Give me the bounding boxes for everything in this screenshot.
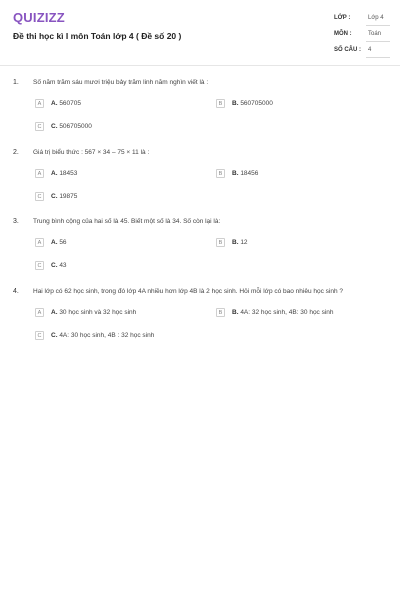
option-letter-box: B [216, 308, 225, 317]
meta-underline [366, 41, 390, 42]
question-number: 3. [13, 218, 19, 225]
question-1 [13, 79, 388, 139]
meta-value: Toán [368, 31, 382, 37]
option-prefix: C. [51, 193, 58, 200]
option-letter-box: C [35, 122, 44, 131]
question-text: Số năm trăm sáu mươi triệu bảy trăm linh năm nghìn viết là : [33, 79, 209, 86]
option-prefix: C. [51, 332, 58, 339]
meta-panel [300, 12, 390, 60]
option-prefix: B. [232, 170, 239, 177]
option-prefix: A. [51, 170, 58, 177]
question-number: 1. [13, 79, 19, 86]
option-letter-box: B [216, 99, 225, 108]
option-answer: 12 [240, 239, 248, 246]
option-answer: 4A: 30 học sinh, 4B : 32 học sinh [59, 332, 155, 339]
option-text [51, 332, 154, 339]
page-title: Đề thi học kì I môn Toán lớp 4 ( Đề số 20 ) [13, 31, 182, 41]
option-letter-box: A [35, 99, 44, 108]
option-answer: 19875 [59, 193, 78, 200]
option-a[interactable] [35, 238, 205, 250]
option-letter-box: C [35, 261, 44, 270]
option-text [51, 170, 77, 177]
option-a[interactable] [35, 169, 205, 181]
meta-row-count [300, 44, 390, 60]
meta-row-subject [300, 28, 390, 44]
option-text [51, 239, 67, 246]
option-b[interactable] [216, 308, 386, 320]
option-a[interactable] [35, 99, 205, 111]
option-prefix: C. [51, 262, 58, 269]
option-text [232, 309, 334, 316]
option-letter-box: A [35, 238, 44, 247]
page-header [0, 0, 400, 66]
option-c[interactable] [35, 192, 205, 204]
option-prefix: A. [51, 100, 58, 107]
option-prefix: B. [232, 100, 239, 107]
option-answer: 18456 [240, 170, 259, 177]
option-prefix: B. [232, 309, 239, 316]
option-letter-box: C [35, 192, 44, 201]
option-c[interactable] [35, 331, 205, 343]
option-c[interactable] [35, 261, 205, 273]
option-text [232, 170, 258, 177]
option-b[interactable] [216, 99, 386, 111]
option-prefix: A. [51, 309, 58, 316]
question-text: Trung bình cộng của hai số là 45. Biết một số là 34. Số còn lại là: [33, 218, 221, 225]
option-text [232, 100, 273, 107]
option-text [51, 123, 92, 130]
option-answer: 30 học sinh và 32 học sinh [59, 309, 137, 316]
meta-label: LỚP : [334, 15, 351, 21]
option-text [232, 239, 248, 246]
question-text: Hai lớp có 62 học sinh, trong đó lớp 4A nhiều hơn lớp 4B là 2 học sinh. Hỏi mỗi lớp có bao nhiêu học sinh ? [33, 288, 344, 295]
question-4 [13, 288, 388, 348]
option-b[interactable] [216, 238, 386, 250]
meta-underline [366, 25, 390, 26]
option-text [51, 309, 136, 316]
option-answer: 560705000 [240, 100, 273, 107]
option-answer: 560705 [59, 100, 82, 107]
option-letter-box: B [216, 238, 225, 247]
meta-value: 4 [368, 47, 372, 53]
question-3 [13, 218, 388, 278]
option-answer: 506705000 [59, 123, 92, 130]
option-prefix: C. [51, 123, 58, 130]
option-b[interactable] [216, 169, 386, 181]
quizizz-logo: QUIZIZZ [13, 10, 65, 25]
meta-underline [366, 57, 390, 58]
question-2 [13, 149, 388, 209]
meta-row-class [300, 12, 390, 28]
option-a[interactable] [35, 308, 205, 320]
meta-label: SỐ CÂU : [334, 47, 361, 53]
option-letter-box: A [35, 308, 44, 317]
question-number: 2. [13, 149, 19, 156]
meta-value: Lớp 4 [368, 15, 384, 21]
option-text [51, 262, 67, 269]
option-c[interactable] [35, 122, 205, 134]
option-prefix: A. [51, 239, 58, 246]
option-letter-box: A [35, 169, 44, 178]
question-text: Giá trị biểu thức : 567 × 34 – 75 × 11 là : [33, 149, 150, 156]
option-answer: 4A: 32 học sinh, 4B: 30 học sinh [240, 309, 334, 316]
question-number: 4. [13, 288, 19, 295]
option-answer: 43 [59, 262, 67, 269]
option-prefix: B. [232, 239, 239, 246]
option-letter-box: B [216, 169, 225, 178]
option-answer: 18453 [59, 170, 78, 177]
meta-label: MÔN : [334, 31, 352, 37]
option-answer: 56 [59, 239, 67, 246]
option-letter-box: C [35, 331, 44, 340]
option-text [51, 100, 81, 107]
option-text [51, 193, 77, 200]
